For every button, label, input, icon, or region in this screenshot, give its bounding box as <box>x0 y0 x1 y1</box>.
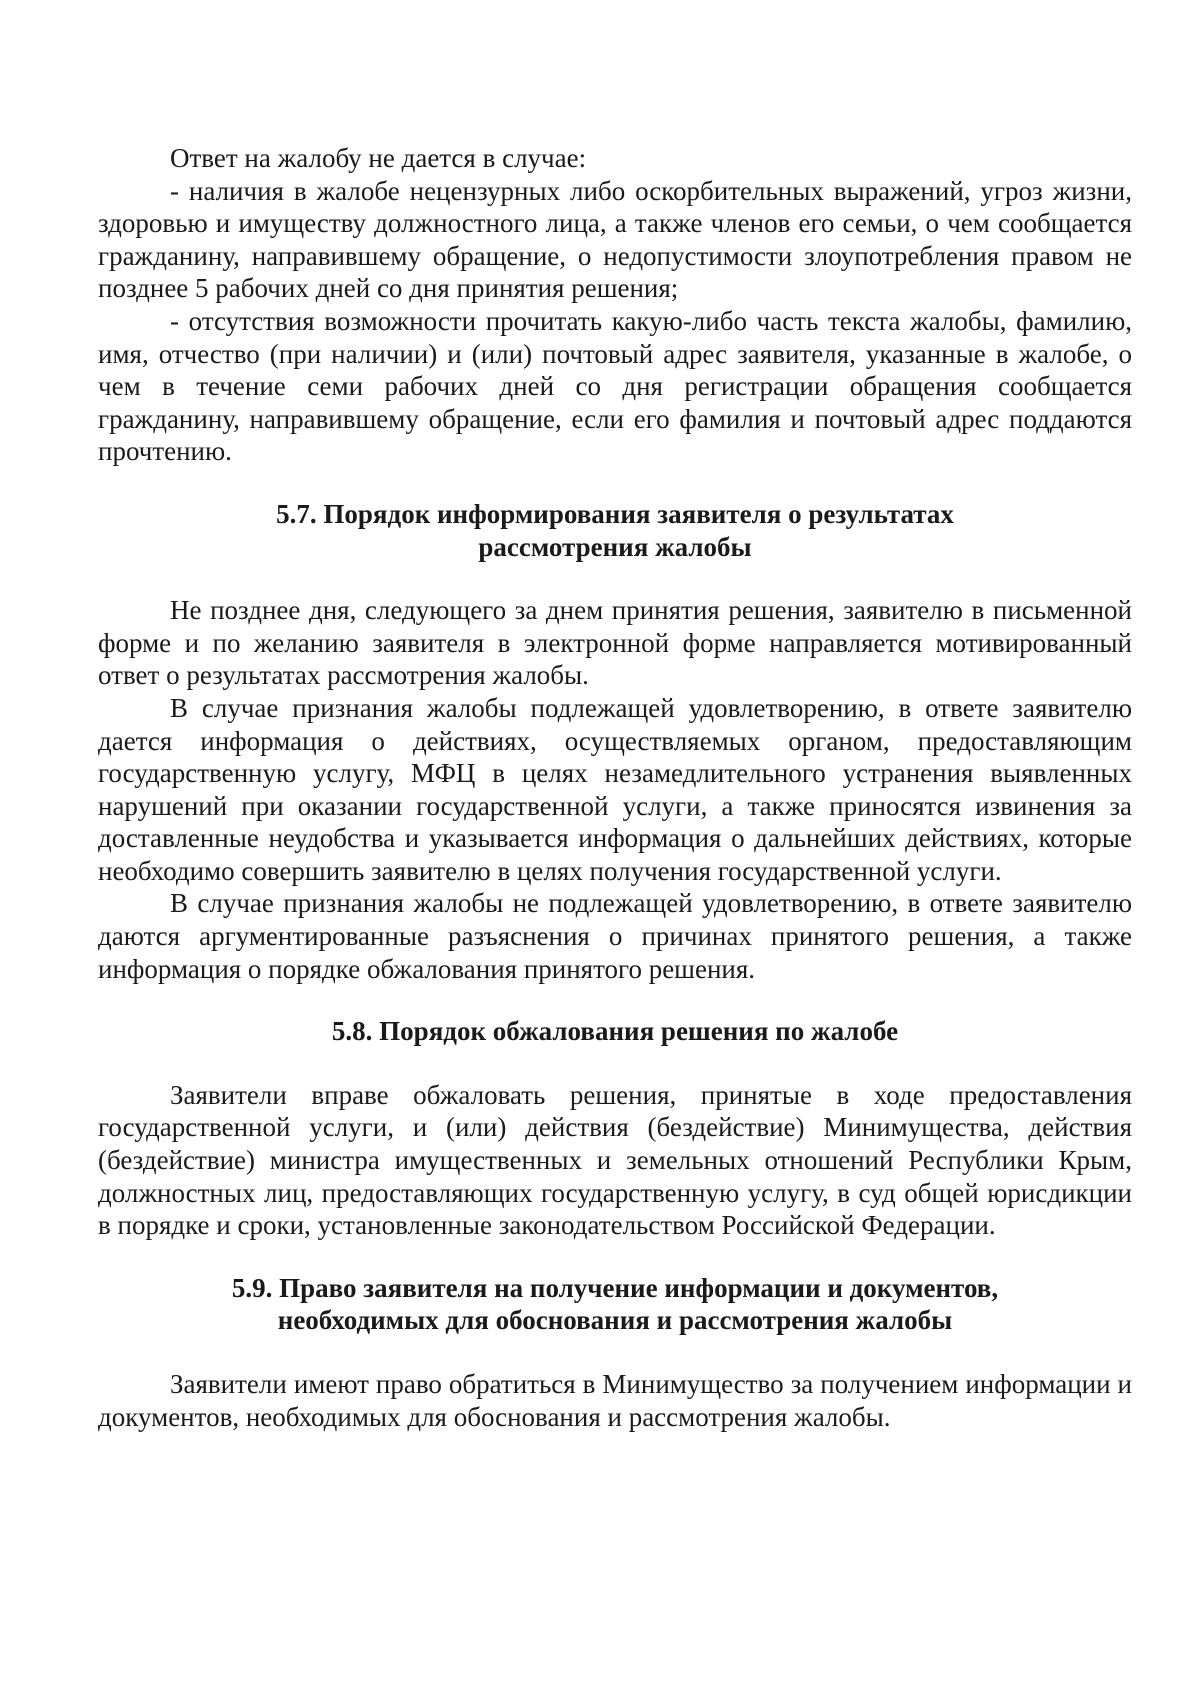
spacer <box>98 1048 1132 1079</box>
intro-item-2: - отсутствия возможности прочитать какую-либо часть текста жалобы, фамилию, имя, отчество (при наличии) и (или) почтовый адрес заявителя, указанные в жалобе, о чем в течение семи рабочих дней со дня регистрации обращения сообщается гражданину, направившему обращение, если его фамилия и почтовый адрес поддаются прочтению. <box>98 305 1132 467</box>
intro-item-1: - наличия в жалобе нецензурных либо оскорбительных выражений, угроз жизни, здоровью и имуществу должностного лица, а также членов его семьи, о чем сообщается гражданину, направившему обращение, о недопустимости злоупотребления правом не позднее 5 рабочих дней со дня принятия решения; <box>98 175 1132 304</box>
spacer <box>98 985 1132 1015</box>
section-5-7-heading-line1: 5.7. Порядок информирования заявителя о результатах <box>276 498 954 529</box>
spacer <box>98 1242 1132 1272</box>
section-5-7-paragraph-3: В случае признания жалобы не подлежащей удовлетворению, в ответе заявителю даются аргументированные разъяснения о причинах принятого решения, а также информация о порядке обжалования принятого решения. <box>98 888 1132 984</box>
section-5-9-heading-line1: 5.9. Право заявителя на получение информации и документов, <box>231 1272 999 1303</box>
section-5-9-paragraph-1: Заявители имеют право обратиться в Минимущество за получением информации и документов, необходимых для обоснования и рассмотрения жалобы. <box>98 1369 1132 1432</box>
section-5-8-heading: 5.8. Порядок обжалования решения по жалобе <box>331 1016 899 1047</box>
section-5-7-heading-line2: рассмотрения жалобы <box>478 531 752 562</box>
intro-lead: Ответ на жалобу не дается в случае: <box>170 143 587 173</box>
section-5-7-paragraph-2: В случае признания жалобы подлежащей удовлетворению, в ответе заявителю дается информация о действиях, осуществляемых органом, предоставляющим государственную услугу, МФЦ в целях незамедлительного устранения выявленных нарушений при оказании государственной услуги, а также приносятся извинения за доставленные неудобства и указывается информация о дальнейших действиях, которые необходимо совершить заявителю в целях получения государственной услуги. <box>98 692 1132 886</box>
section-5-9-heading <box>98 1272 1132 1337</box>
spacer <box>98 468 1132 498</box>
spacer <box>98 1337 1132 1368</box>
section-5-7-heading <box>98 498 1132 563</box>
document-page <box>98 142 1132 1433</box>
section-5-8-paragraph-1: Заявители вправе обжаловать решения, принятые в ходе предоставления государственной услуги, и (или) действия (бездействие) Минимущества, действия (бездействие) министра имущественных и земельных отношений Республики Крым, должностных лиц, предоставляющих государственную услугу, в суд общей юрисдикции в порядке и сроки, установленные законодательством Российской Федерации. <box>98 1079 1132 1241</box>
section-5-7-paragraph-1: Не позднее дня, следующего за днем принятия решения, заявителю в письменной форме и по желанию заявителя в электронной форме направляется мотивированный ответ о результатах рассмотрения жалобы. <box>98 595 1132 691</box>
section-5-9-heading-line2: необходимых для обоснования и рассмотрения жалобы <box>277 1305 953 1336</box>
spacer <box>98 563 1132 594</box>
